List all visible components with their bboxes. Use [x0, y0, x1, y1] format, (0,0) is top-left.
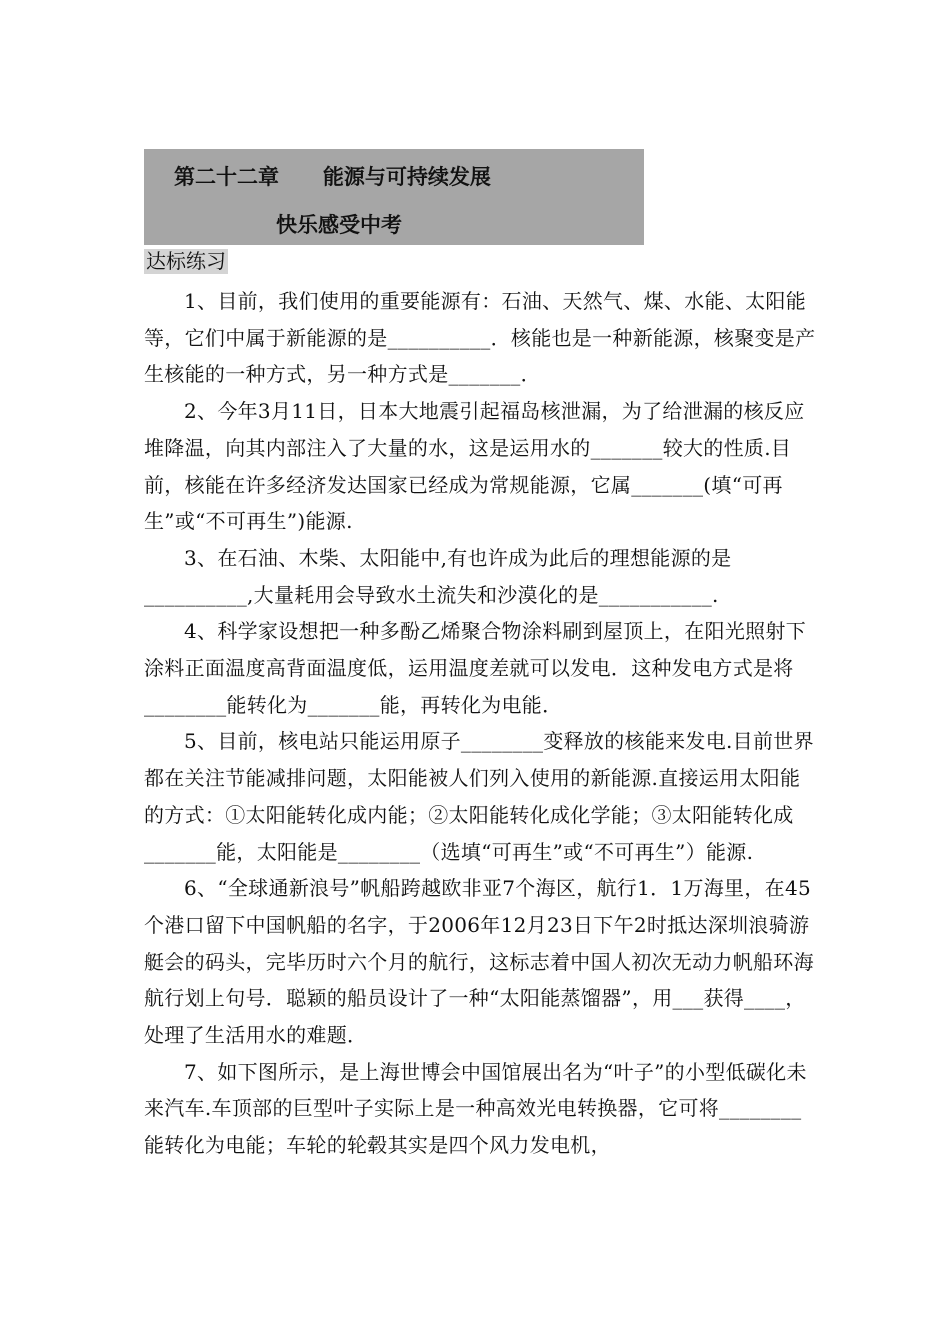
question-3: 3、在石油、木柴、太阳能中,有也许成为此后的理想能源的是__________,大量耗用会导致水土流失和沙漠化的是___________.	[144, 545, 732, 607]
chapter-number: 第二十二章	[174, 165, 279, 189]
question-1: 1、目前，我们使用的重要能源有：石油、天然气、煤、水能、太阳能等，它们中属于新能源的是__________．核能也是一种新能源，核聚变是产生核能的一种方式，另一种方式是_______．	[144, 289, 816, 387]
section-label: 达标练习	[146, 249, 226, 273]
chapter-heading	[174, 161, 491, 191]
question-list	[144, 283, 816, 1164]
question-2: 2、今年3月11日，日本大地震引起福岛核泄漏，为了给泄漏的核反应堆降温，向其内部注入了大量的水，这是运用水的_______较大的性质.目前，核能在许多经济发达国家已经成为常规能源，它属_______(填“可再生”或“不可再生”)能源.	[144, 399, 805, 534]
chapter-title: 能源与可持续发展	[322, 165, 491, 189]
question-5: 5、目前，核电站只能运用原子________变释放的核能来发电.目前世界都在关注节能减排问题，太阳能被人们列入使用的新能源.直接运用太阳能的方式：①太阳能转化成内能；②太阳能转化成化学能；③太阳能转化成_______能，太阳能是________（选填“可再生”或“不可再生”）能源.	[144, 729, 814, 864]
question-7: 7、如下图所示，是上海世博会中国馆展出名为“叶子”的小型低碳化未来汽车.车顶部的巨型叶子实际上是一种高效光电转换器，它可将________能转化为电能；车轮的轮毂其实是四个风力发电机，	[144, 1059, 807, 1158]
question-4: 4、科学家设想把一种多酚乙烯聚合物涂料刷到屋顶上，在阳光照射下涂料正面温度高背面温度低，运用温度差就可以发电．这种发电方式是将________能转化为_______能，再转化为电能．	[144, 619, 807, 717]
chapter-subtitle: 快乐感受中考	[276, 213, 402, 237]
question-6: 6、“全球通新浪号”帆船跨越欧非亚7个海区，航行1．1万海里，在45个港口留下中国帆船的名字，于2006年12月23日下午2时抵达深圳浪骑游艇会的码头，完毕历时六个月的航行，这标志着中国人初次无动力帆船环海航行划上句号．聪颖的船员设计了一种“太阳能蒸馏器”，用___获得____，处理了生活用水的难题．	[144, 876, 814, 1048]
chapter-banner	[144, 149, 644, 245]
